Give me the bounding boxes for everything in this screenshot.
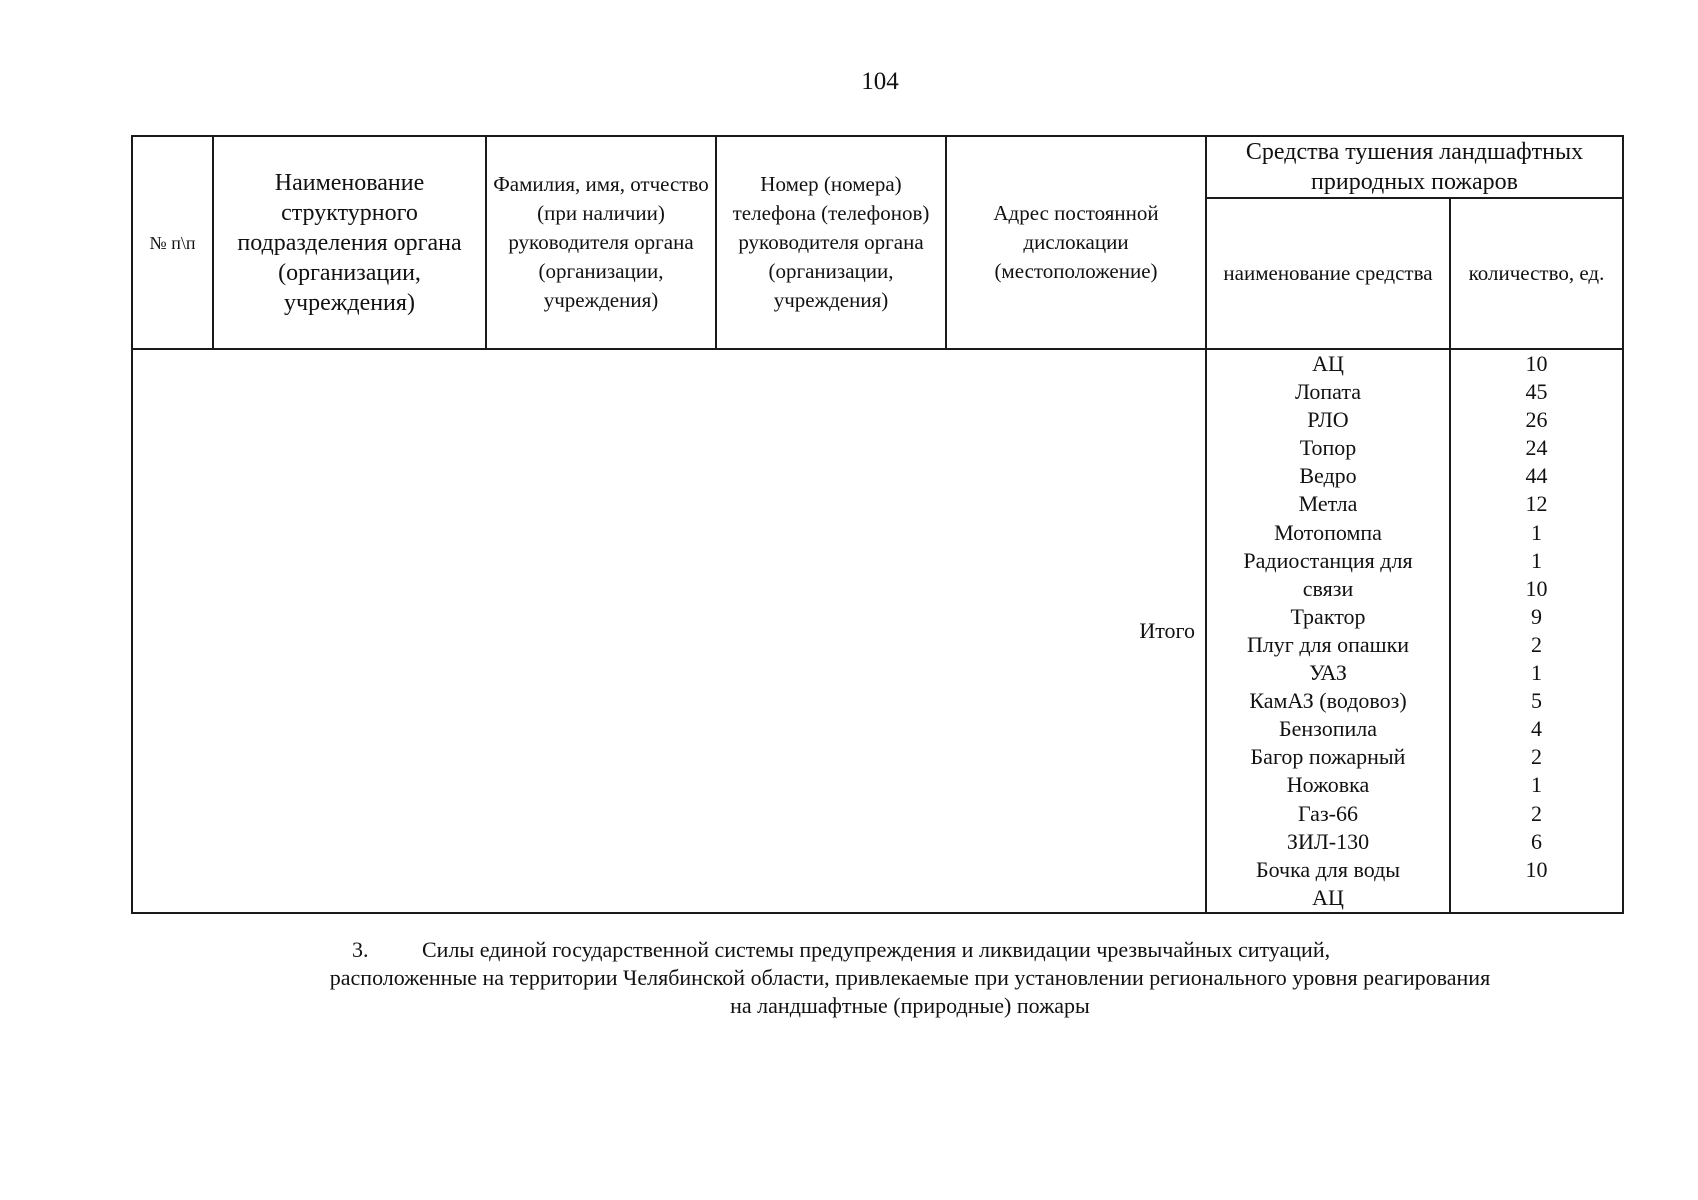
list-item: Плуг для опашки <box>1246 631 1410 657</box>
header-phone: Номер (номера) телефона (телефонов) руководителя органа (организации, учреждения) <box>716 136 946 349</box>
qty-item: 2 <box>1531 631 1542 657</box>
page-number: 104 <box>861 68 899 95</box>
table-row <box>132 349 1623 913</box>
qty-item: 10 <box>1525 856 1548 882</box>
qty-item: 1 <box>1531 772 1542 798</box>
list-item: Радиостанция для <box>1243 547 1413 573</box>
section-title-part-2: расположенные на территории Челябинской области, привлекаемые при установлении регионального уровня реагирования <box>329 965 1491 990</box>
list-item: Багор пожарный <box>1250 744 1406 770</box>
list-item: Мотопомпа <box>1274 519 1382 545</box>
list-item: Трактор <box>1290 603 1366 629</box>
list-item: Лопата <box>1295 379 1361 405</box>
list-item: УАЗ <box>1309 660 1347 686</box>
list-item: связи <box>1302 575 1354 601</box>
list-item: КамАЗ (водовоз) <box>1249 688 1407 714</box>
header-means-group: Средства тушения ландшафтных природных пожаров <box>1206 136 1623 198</box>
list-item: Ножовка <box>1286 772 1370 798</box>
means-name-cell <box>1206 349 1450 913</box>
qty-item: 9 <box>1531 603 1542 629</box>
qty-item: 12 <box>1525 491 1548 517</box>
list-item: РЛО <box>1307 407 1349 433</box>
qty-item: 24 <box>1525 435 1548 461</box>
list-item: Газ-66 <box>1298 800 1358 826</box>
list-item: Метла <box>1298 491 1358 517</box>
forces-table <box>131 135 1624 914</box>
list-item: Ведро <box>1299 463 1357 489</box>
qty-item <box>1451 884 1622 912</box>
qty-item: 5 <box>1531 688 1542 714</box>
list-item: ЗИЛ-130 <box>1286 828 1370 854</box>
header-number: № п\п <box>132 136 213 349</box>
qty-item: 1 <box>1531 547 1542 573</box>
qty-item: 4 <box>1531 716 1542 742</box>
qty-item: 1 <box>1531 519 1542 545</box>
section-heading <box>260 936 1560 1020</box>
qty-item: 2 <box>1531 800 1542 826</box>
qty-item: 1 <box>1531 660 1542 686</box>
list-item: Бензопила <box>1278 716 1378 742</box>
empty-cell <box>132 349 946 913</box>
qty-item: 44 <box>1525 463 1548 489</box>
header-unit-name: Наименование структурного подразделения органа (организации, учреждения) <box>213 136 486 349</box>
qty-item: 2 <box>1531 744 1542 770</box>
list-item: Бочка для воды <box>1255 856 1401 882</box>
qty-item: 10 <box>1525 575 1548 601</box>
header-head-name: Фамилия, имя, отчество (при наличии) руководителя органа (организации, учреждения) <box>486 136 716 349</box>
list-item: Топор <box>1299 435 1357 461</box>
header-means-name: наименование средства <box>1206 198 1450 349</box>
header-means-qty: количество, ед. <box>1450 198 1623 349</box>
section-heading-line-1 <box>260 936 1560 964</box>
qty-item: 26 <box>1525 407 1548 433</box>
list-item: АЦ <box>1312 351 1344 376</box>
section-number: 3. <box>352 937 369 962</box>
section-title-part-1: Силы единой государственной системы предупреждения и ликвидации чрезвычайных ситуаций, <box>422 937 1331 962</box>
header-address: Адрес постоянной дислокации (местоположение) <box>946 136 1206 349</box>
list-item: АЦ <box>1312 884 1344 910</box>
total-label: Итого <box>946 349 1206 913</box>
section-title-part-3: на ландшафтные (природные) пожары <box>730 993 1090 1018</box>
qty-item: 6 <box>1531 828 1542 854</box>
qty-item: 45 <box>1525 379 1548 405</box>
means-qty-cell <box>1450 349 1623 913</box>
qty-item: 10 <box>1525 351 1548 376</box>
